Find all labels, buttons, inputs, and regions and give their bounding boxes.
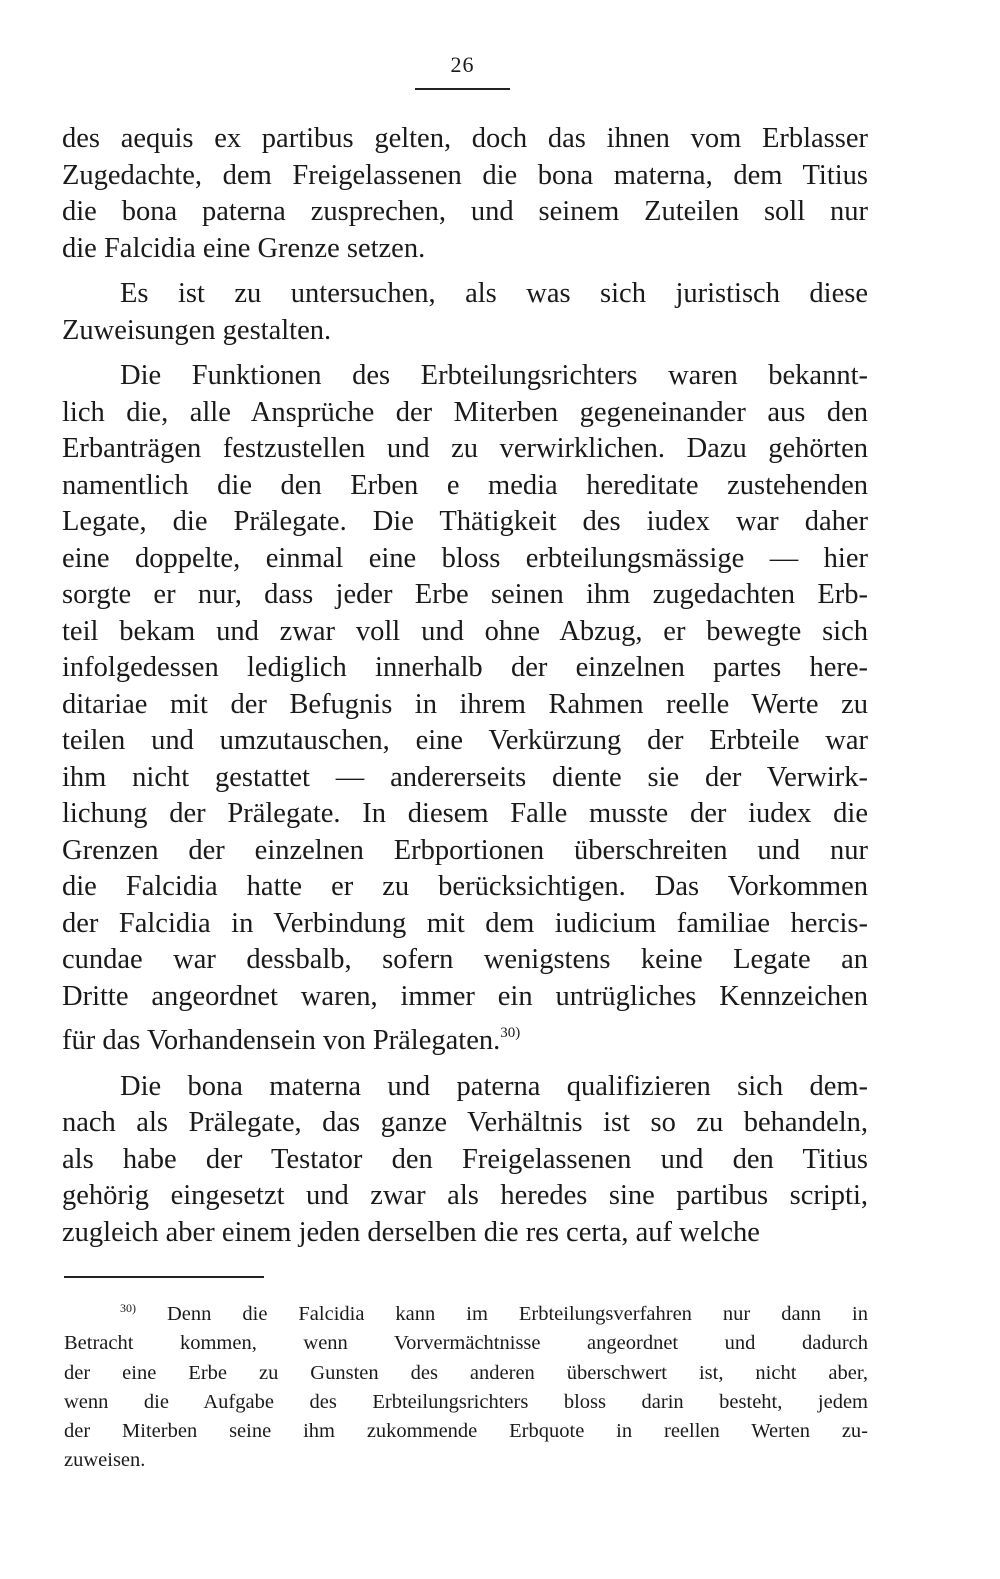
line-text: ditariae mit der Befugnis in ihrem Rahmen reelle Werte zu <box>62 688 868 720</box>
line-text: des aequis ex partibus gelten, doch das ihnen vom Erblasser <box>62 123 868 154</box>
footnote-reference: 30) <box>500 1025 521 1041</box>
paragraph <box>62 121 868 267</box>
line-text: infolgedessen lediglich innerhalb der einzelnen partes here- <box>62 652 868 683</box>
line-text: Es ist zu untersuchen, als was sich juristisch diese <box>120 278 868 309</box>
text-line <box>62 979 868 1016</box>
line-text: zugleich aber einem jeden derselben die res certa, auf welche <box>62 1216 760 1248</box>
footnote-text: Denn die Falcidia kann im Erbteilungsverfahren nur dann in <box>166 1303 868 1325</box>
footnote-separator <box>64 1276 264 1278</box>
text-line <box>62 194 868 231</box>
text-line <box>62 869 868 906</box>
text-line <box>62 395 868 432</box>
text-line <box>62 541 868 578</box>
line-text: der Falcidia in Verbindung mit dem iudicium familiae hercis- <box>62 907 868 939</box>
text-line <box>62 431 868 468</box>
line-text: ihm nicht gestattet — andererseits diente sie der Verwirk- <box>62 761 868 793</box>
text-line <box>62 942 868 979</box>
text-line <box>62 121 868 158</box>
line-text: gehörig eingesetzt und zwar als heredes sine partibus scripti, <box>62 1180 868 1211</box>
line-text: lich die, alle Ansprüche der Miterben gegeneinander aus den <box>62 396 868 428</box>
line-text: cundae war dessbalb, sofern wenigstens keine Legate an <box>62 944 868 975</box>
text-line <box>62 468 868 505</box>
line-text: Erbanträgen festzustellen und zu verwirklichen. Dazu gehörten <box>62 433 868 464</box>
footnote-line <box>64 1329 868 1358</box>
paragraph-spacer <box>62 267 868 276</box>
line-text: Zuweisungen gestalten. <box>62 314 332 346</box>
text-line <box>62 614 868 651</box>
text-line <box>62 1178 868 1215</box>
text-line <box>62 687 868 724</box>
text-line <box>62 504 868 541</box>
footnote-text: wenn die Aufgabe des Erbteilungsrichters bloss darin besteht, jedem <box>64 1390 868 1413</box>
text-line <box>62 358 868 395</box>
text-line <box>62 906 868 943</box>
footnote-line <box>64 1388 868 1417</box>
text-line <box>62 577 868 614</box>
text-line <box>62 723 868 760</box>
line-text: nach als Prälegate, das ganze Verhältnis ist so zu behandeln, <box>62 1107 868 1138</box>
line-text: Legate, die Prälegate. Die Thätigkeit des iudex war daher <box>62 506 868 537</box>
text-line <box>62 1105 868 1142</box>
footnote-marker: 30) <box>120 1301 136 1315</box>
paragraph-spacer <box>62 349 868 358</box>
text-line <box>62 231 868 268</box>
page-number: 26 <box>450 52 475 77</box>
text-line <box>62 1215 868 1252</box>
line-text: sorgte er nur, dass jeder Erbe seinen ihm zugedachten Erb- <box>62 579 868 610</box>
line-text: die Falcidia hatte er zu berücksichtigen. Das Vorkommen <box>62 871 868 902</box>
paragraph <box>62 1069 868 1252</box>
paragraph <box>62 276 868 349</box>
body-text <box>62 121 868 1251</box>
line-text: die Falcidia eine Grenze setzen. <box>62 232 426 264</box>
line-text: Die bona materna und paterna qualifizieren sich dem- <box>120 1070 868 1102</box>
text-line <box>62 1069 868 1106</box>
line-text: lichung der Prälegate. In diesem Falle musste der iudex die <box>62 798 868 829</box>
footnote-text: zuweisen. <box>64 1449 146 1472</box>
line-text: für das Vorhandensein von Prälegaten. <box>62 1025 501 1056</box>
text-line <box>62 796 868 833</box>
footnote-text: der eine Erbe zu Gunsten des anderen überschwert ist, nicht aber, <box>64 1361 868 1384</box>
text-line <box>62 760 868 797</box>
text-line <box>62 313 868 350</box>
footnote-line <box>64 1359 868 1388</box>
line-text: Zugedachte, dem Freigelassenen die bona materna, dem Titius <box>62 159 868 191</box>
paragraph-spacer <box>62 1060 868 1069</box>
line-text: die bona paterna zusprechen, und seinem Zuteilen soll nur <box>62 196 868 227</box>
line-text: Die Funktionen des Erbteilungsrichters waren bekannt- <box>120 360 868 391</box>
footnote-line <box>64 1417 868 1446</box>
line-text: namentlich die den Erben e media hereditate zustehenden <box>62 469 868 501</box>
line-text: teilen und umzutauschen, eine Verkürzung der Erbteile war <box>62 725 868 756</box>
text-line <box>62 158 868 195</box>
paragraph <box>62 358 868 1060</box>
text-line <box>62 1142 868 1179</box>
text-line <box>62 650 868 687</box>
text-line <box>62 1015 868 1060</box>
page-number-rule <box>415 88 510 90</box>
footnote-text: der Miterben seine ihm zukommende Erbquote in reellen Werten zu- <box>64 1420 868 1443</box>
text-line <box>62 833 868 870</box>
line-text: eine doppelte, einmal eine bloss erbteilungsmässige — hier <box>62 542 868 574</box>
text-line <box>62 276 868 313</box>
line-text: Dritte angeordnet waren, immer ein untrügliches Kennzeichen <box>62 980 868 1012</box>
line-text: Grenzen der einzelnen Erbportionen überschreiten und nur <box>62 834 868 866</box>
line-text: teil bekam und zwar voll und ohne Abzug, er bewegte sich <box>62 615 868 647</box>
footnote-line <box>64 1294 868 1329</box>
footnote-line <box>64 1446 868 1475</box>
line-text: als habe der Testator den Freigelassenen und den Titius <box>62 1143 868 1175</box>
footnotes <box>64 1294 868 1476</box>
footnote-text: Betracht kommen, wenn Vorvermächtnisse angeordnet und dadurch <box>64 1332 868 1355</box>
